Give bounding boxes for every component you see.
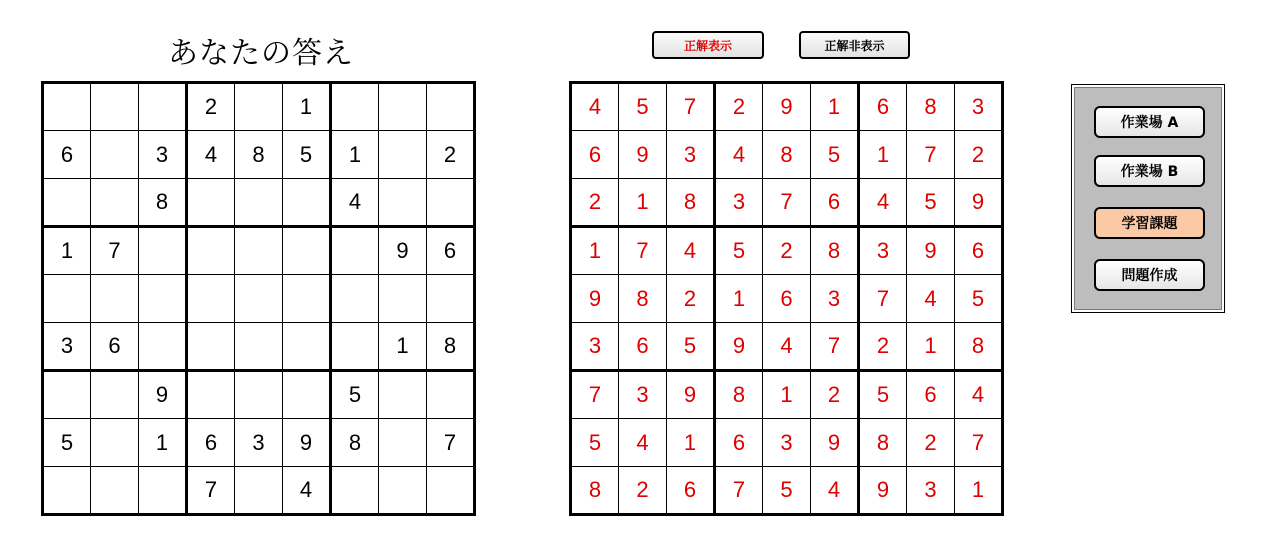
solution-cell: 3 bbox=[907, 467, 955, 515]
solution-cell: 1 bbox=[859, 131, 907, 179]
answer-cell[interactable] bbox=[235, 467, 283, 515]
answer-cell[interactable]: 6 bbox=[427, 227, 475, 275]
answer-cell[interactable] bbox=[331, 275, 379, 323]
answer-cell[interactable] bbox=[235, 371, 283, 419]
answer-cell[interactable]: 3 bbox=[235, 419, 283, 467]
answer-cell[interactable] bbox=[379, 371, 427, 419]
answer-cell[interactable]: 8 bbox=[139, 179, 187, 227]
answer-cell[interactable] bbox=[331, 83, 379, 131]
answer-cell[interactable] bbox=[331, 227, 379, 275]
solution-cell: 1 bbox=[667, 419, 715, 467]
answer-cell[interactable] bbox=[187, 179, 235, 227]
solution-cell: 8 bbox=[667, 179, 715, 227]
answer-cell[interactable] bbox=[91, 275, 139, 323]
solution-cell: 1 bbox=[811, 83, 859, 131]
solution-cell: 9 bbox=[907, 227, 955, 275]
solution-cell: 1 bbox=[955, 467, 1003, 515]
grid-row bbox=[571, 275, 1003, 323]
solution-cell: 9 bbox=[619, 131, 667, 179]
solution-cell: 4 bbox=[571, 83, 619, 131]
answer-cell[interactable]: 1 bbox=[283, 83, 331, 131]
answer-cell[interactable] bbox=[235, 227, 283, 275]
answer-cell[interactable]: 4 bbox=[187, 131, 235, 179]
grid-row bbox=[43, 83, 475, 131]
answer-cell[interactable] bbox=[283, 371, 331, 419]
solution-cell: 1 bbox=[907, 323, 955, 371]
solution-cell: 4 bbox=[907, 275, 955, 323]
solution-cell: 3 bbox=[667, 131, 715, 179]
solution-cell: 8 bbox=[859, 419, 907, 467]
answer-cell[interactable] bbox=[91, 371, 139, 419]
solution-cell: 5 bbox=[811, 131, 859, 179]
solution-cell: 1 bbox=[715, 275, 763, 323]
solution-cell: 6 bbox=[571, 131, 619, 179]
answer-cell[interactable]: 9 bbox=[283, 419, 331, 467]
solution-cell: 2 bbox=[907, 419, 955, 467]
grid-row bbox=[571, 467, 1003, 515]
answer-cell[interactable] bbox=[331, 467, 379, 515]
answer-cell[interactable]: 5 bbox=[43, 419, 91, 467]
solution-cell: 5 bbox=[715, 227, 763, 275]
solution-cell: 7 bbox=[715, 467, 763, 515]
answer-cell[interactable] bbox=[379, 83, 427, 131]
grid-row bbox=[571, 323, 1003, 371]
solution-cell: 9 bbox=[715, 323, 763, 371]
answer-cell[interactable]: 6 bbox=[187, 419, 235, 467]
grid-row bbox=[571, 371, 1003, 419]
answer-cell[interactable]: 7 bbox=[427, 419, 475, 467]
answer-cell[interactable] bbox=[331, 323, 379, 371]
solution-cell: 5 bbox=[859, 371, 907, 419]
solution-cell: 4 bbox=[955, 371, 1003, 419]
solution-cell: 9 bbox=[955, 179, 1003, 227]
page-title: あなたの答え bbox=[168, 36, 354, 71]
solution-cell: 2 bbox=[619, 467, 667, 515]
solution-cell: 2 bbox=[571, 179, 619, 227]
answer-cell[interactable]: 8 bbox=[427, 323, 475, 371]
solution-cell: 2 bbox=[715, 83, 763, 131]
answer-cell[interactable]: 7 bbox=[187, 467, 235, 515]
solution-cell: 7 bbox=[763, 179, 811, 227]
solution-cell: 5 bbox=[571, 419, 619, 467]
solution-cell: 8 bbox=[811, 227, 859, 275]
menu-panel bbox=[1071, 84, 1225, 313]
answer-cell[interactable] bbox=[427, 467, 475, 515]
grid-row bbox=[571, 83, 1003, 131]
hide-answer-button[interactable]: 正解非表示 bbox=[799, 31, 910, 59]
solution-cell: 3 bbox=[859, 227, 907, 275]
answer-cell[interactable]: 3 bbox=[43, 323, 91, 371]
solution-cell: 7 bbox=[859, 275, 907, 323]
solution-cell: 9 bbox=[859, 467, 907, 515]
solution-cell: 3 bbox=[763, 419, 811, 467]
answer-cell[interactable] bbox=[43, 83, 91, 131]
workspace-b-button[interactable]: 作業場 B bbox=[1094, 155, 1205, 187]
solution-cell: 6 bbox=[811, 179, 859, 227]
solution-cell: 5 bbox=[667, 323, 715, 371]
solution-cell: 3 bbox=[571, 323, 619, 371]
answer-cell[interactable]: 9 bbox=[139, 371, 187, 419]
answer-grid bbox=[41, 81, 476, 516]
answer-cell[interactable] bbox=[283, 179, 331, 227]
learning-task-button[interactable]: 学習課題 bbox=[1094, 207, 1205, 239]
answer-cell[interactable]: 3 bbox=[139, 131, 187, 179]
answer-cell[interactable]: 1 bbox=[379, 323, 427, 371]
answer-cell[interactable] bbox=[187, 227, 235, 275]
answer-cell[interactable] bbox=[139, 83, 187, 131]
solution-cell: 2 bbox=[667, 275, 715, 323]
solution-cell: 4 bbox=[763, 323, 811, 371]
answer-cell[interactable]: 2 bbox=[427, 131, 475, 179]
grid-row bbox=[43, 227, 475, 275]
solution-cell: 6 bbox=[715, 419, 763, 467]
answer-cell[interactable] bbox=[379, 275, 427, 323]
solution-cell: 1 bbox=[763, 371, 811, 419]
answer-cell[interactable] bbox=[43, 371, 91, 419]
solution-cell: 6 bbox=[955, 227, 1003, 275]
answer-cell[interactable] bbox=[283, 227, 331, 275]
grid-row bbox=[571, 179, 1003, 227]
solution-cell: 7 bbox=[667, 83, 715, 131]
answer-cell[interactable]: 5 bbox=[283, 131, 331, 179]
solution-cell: 2 bbox=[859, 323, 907, 371]
answer-cell[interactable] bbox=[379, 131, 427, 179]
solution-cell: 9 bbox=[667, 371, 715, 419]
solution-cell: 4 bbox=[715, 131, 763, 179]
answer-cell[interactable] bbox=[427, 371, 475, 419]
solution-cell: 3 bbox=[811, 275, 859, 323]
answer-cell[interactable]: 1 bbox=[331, 131, 379, 179]
answer-cell[interactable] bbox=[187, 275, 235, 323]
answer-cell[interactable] bbox=[91, 131, 139, 179]
solution-cell: 4 bbox=[667, 227, 715, 275]
solution-cell: 3 bbox=[619, 371, 667, 419]
solution-cell: 7 bbox=[811, 323, 859, 371]
solution-cell: 7 bbox=[571, 371, 619, 419]
answer-cell[interactable] bbox=[427, 179, 475, 227]
answer-cell[interactable] bbox=[283, 275, 331, 323]
answer-cell[interactable] bbox=[427, 275, 475, 323]
answer-cell[interactable]: 6 bbox=[43, 131, 91, 179]
solution-cell: 5 bbox=[907, 179, 955, 227]
grid-row bbox=[571, 419, 1003, 467]
solution-cell: 8 bbox=[763, 131, 811, 179]
solution-cell: 8 bbox=[619, 275, 667, 323]
solution-cell: 2 bbox=[763, 227, 811, 275]
solution-cell: 9 bbox=[763, 83, 811, 131]
solution-cell: 3 bbox=[955, 83, 1003, 131]
answer-cell[interactable] bbox=[91, 467, 139, 515]
solution-cell: 4 bbox=[619, 419, 667, 467]
grid-row bbox=[43, 371, 475, 419]
answer-cell[interactable]: 8 bbox=[235, 131, 283, 179]
grid-row bbox=[43, 275, 475, 323]
answer-cell[interactable] bbox=[91, 419, 139, 467]
answer-cell[interactable] bbox=[187, 323, 235, 371]
answer-cell[interactable]: 9 bbox=[379, 227, 427, 275]
answer-cell[interactable] bbox=[139, 275, 187, 323]
answer-cell[interactable] bbox=[139, 227, 187, 275]
grid-row bbox=[43, 323, 475, 371]
workspace-a-button[interactable]: 作業場 A bbox=[1094, 106, 1205, 138]
answer-cell[interactable]: 4 bbox=[283, 467, 331, 515]
answer-cell[interactable] bbox=[427, 83, 475, 131]
answer-cell[interactable] bbox=[379, 179, 427, 227]
answer-cell[interactable] bbox=[379, 419, 427, 467]
answer-cell[interactable] bbox=[91, 83, 139, 131]
answer-cell[interactable]: 2 bbox=[187, 83, 235, 131]
solution-cell: 5 bbox=[763, 467, 811, 515]
grid-row bbox=[571, 131, 1003, 179]
answer-cell[interactable] bbox=[139, 467, 187, 515]
grid-row bbox=[43, 131, 475, 179]
solution-cell: 3 bbox=[715, 179, 763, 227]
solution-cell: 7 bbox=[619, 227, 667, 275]
solution-cell: 2 bbox=[955, 131, 1003, 179]
answer-cell[interactable] bbox=[187, 371, 235, 419]
solution-cell: 6 bbox=[907, 371, 955, 419]
solution-cell: 5 bbox=[955, 275, 1003, 323]
solution-cell: 8 bbox=[955, 323, 1003, 371]
answer-cell[interactable]: 5 bbox=[331, 371, 379, 419]
solution-cell: 6 bbox=[763, 275, 811, 323]
solution-cell: 5 bbox=[619, 83, 667, 131]
grid-row bbox=[43, 419, 475, 467]
solution-cell: 6 bbox=[667, 467, 715, 515]
answer-cell[interactable]: 1 bbox=[43, 227, 91, 275]
answer-cell[interactable] bbox=[235, 83, 283, 131]
solution-cell: 8 bbox=[571, 467, 619, 515]
show-answer-button[interactable]: 正解表示 bbox=[652, 31, 764, 59]
answer-cell[interactable] bbox=[43, 467, 91, 515]
solution-cell: 9 bbox=[811, 419, 859, 467]
answer-cell[interactable]: 7 bbox=[91, 227, 139, 275]
solution-cell: 7 bbox=[955, 419, 1003, 467]
solution-cell: 1 bbox=[619, 179, 667, 227]
answer-cell[interactable] bbox=[139, 323, 187, 371]
grid-row bbox=[43, 179, 475, 227]
answer-cell[interactable] bbox=[235, 323, 283, 371]
answer-cell[interactable]: 4 bbox=[331, 179, 379, 227]
solution-cell: 8 bbox=[907, 83, 955, 131]
create-puzzle-button[interactable]: 問題作成 bbox=[1094, 259, 1205, 291]
solution-cell: 6 bbox=[859, 83, 907, 131]
solution-cell: 4 bbox=[859, 179, 907, 227]
grid-row bbox=[43, 467, 475, 515]
solution-cell: 6 bbox=[619, 323, 667, 371]
answer-cell[interactable] bbox=[91, 179, 139, 227]
answer-cell[interactable]: 6 bbox=[91, 323, 139, 371]
answer-cell[interactable] bbox=[283, 323, 331, 371]
solution-cell: 4 bbox=[811, 467, 859, 515]
answer-cell[interactable] bbox=[43, 179, 91, 227]
answer-cell[interactable] bbox=[235, 275, 283, 323]
answer-cell[interactable]: 8 bbox=[331, 419, 379, 467]
solution-cell: 2 bbox=[811, 371, 859, 419]
solution-cell: 9 bbox=[571, 275, 619, 323]
solution-grid bbox=[569, 81, 1004, 516]
solution-cell: 8 bbox=[715, 371, 763, 419]
solution-cell: 1 bbox=[571, 227, 619, 275]
answer-cell[interactable] bbox=[43, 275, 91, 323]
grid-row bbox=[571, 227, 1003, 275]
solution-cell: 7 bbox=[907, 131, 955, 179]
answer-cell[interactable]: 1 bbox=[139, 419, 187, 467]
answer-cell[interactable] bbox=[235, 179, 283, 227]
answer-cell[interactable] bbox=[379, 467, 427, 515]
